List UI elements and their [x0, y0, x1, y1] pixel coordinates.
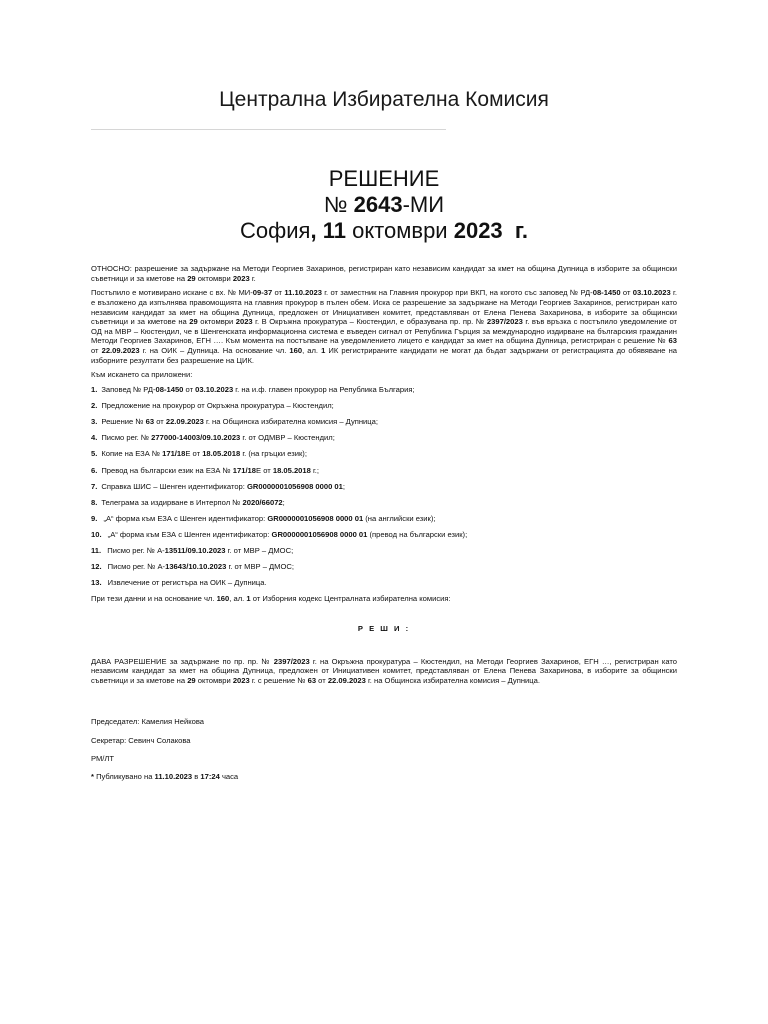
secretary-signature: Секретар: Севинч Солакова: [91, 735, 191, 745]
list-item: 10. „А“ форма към ЕЗА с Шенген идентификатор: GR0000001056908 0000 01 (превод на български език);: [91, 529, 468, 539]
list-item: 2. Предложение на прокурор от Окръжна прокуратура – Кюстендил;: [91, 401, 334, 411]
signatures-block: [91, 717, 677, 763]
list-item: 3. Решение № 63 от 22.09.2023 г. на Общинска избирателна комисия – Дупница;: [91, 417, 378, 427]
decides-heading: Р Е Ш И :: [357, 623, 411, 633]
initials: РМ/ЛТ: [91, 754, 115, 764]
publication-footnote: * Публикувано на 11.10.2023 в 17:24 часа: [91, 772, 239, 782]
list-item: 7. Справка ШИС – Шенген идентификатор: GR0000001056908 0000 01;: [91, 481, 345, 491]
legal-basis-paragraph: При тези данни и на основание чл. 160, ал. 1 от Изборния кодекс Централната избирателна комисия:: [91, 594, 451, 604]
header-divider: [91, 129, 446, 130]
organization-heading: Централна Избирателна Комисия: [219, 88, 549, 111]
ruling-paragraph: ДАВА РАЗРЕШЕНИЕ за задържане по пр. пр. № 2397/2023 г. на Окръжна прокуратура – Кюстендил, на Методи Георгиев Захаринов, ЕГН …, регистриран като независим кандидат за кмет на община Дупница, предложен от Инициативен комитет, представляван от Елена Пенева Захаринова, в изборите за общински съветници и за кметове на 29 октомври 2023 г. с решение № 63 от 22.09.2023 г. на Общинска избирателна комисия – Дупница.: [91, 656, 677, 685]
request-paragraph: Постъпило е мотивирано искане с вх. № МИ-09-37 от 11.10.2023 г. от заместник на Главния прокурор при ВКП, на когото със заповед № РД-08-1450 от 03.10.2023 г. е възложено да изпълнява правомощията на главния прокурор в пълен обем. Иска се разрешение за задържане на Методи Георгиев Захаринов, регистриран като независим кандидат за кмет на община Дупница, предложен от Инициативен комитет, представляван от Елена Пенева Захаринова, в изборите за общински съветници и за кметове на 29 октомври 2023 г. В Окръжна прокуратура – Кюстендил, е образувана пр. пр. № 2397/2023 г. във връзка с постъпило уведомление от ОД на МВР – Кюстендил, че в Шенгенската информационна система е въведен сигнал от Република Гърция за международно издирване на българския гражданин Методи Георгиев Захаринов, ЕГН …. Към момента на постъпване на уведомлението лицето е кандидат за кмет на община Дупница, регистриран с решение № 63 от 22.09.2023 г. на ОИК – Дупница. На основание чл. 160, ал. 1 ИК регистрираните кандидати не могат да бъдат задържани от регистрацията до обявяване на изборните резултати без разрешение на ЦИК.: [91, 288, 677, 365]
decision-number-line: № 2643-МИ: [323, 192, 445, 217]
regarding-paragraph: ОТНОСНО: разрешение за задържане на Методи Георгиев Захаринов, регистриран като независим кандидат за кмет на община Дупница в изборите за общински съветници и за кметове на 29 октомври 2023 г.: [91, 264, 677, 283]
decision-date-line: София, 11 октомври 2023 г.: [240, 218, 528, 243]
list-item: 13. Извлечение от регистъра на ОИК – Дупница.: [91, 578, 267, 588]
decision-title: [0, 166, 768, 244]
list-item: 1. Заповед № РД-08-1450 от 03.10.2023 г. на и.ф. главен прокурор на Република България;: [91, 385, 415, 395]
attachments-list: [91, 385, 677, 588]
decision-number: 2643: [353, 192, 403, 217]
chair-signature: Председател: Камелия Нейкова: [91, 717, 205, 727]
decision-word: РЕШЕНИЕ: [328, 166, 440, 191]
document-body: [91, 264, 677, 787]
list-item: 4. Писмо рег. № 277000-14003/09.10.2023 г. от ОДМВР – Кюстендил;: [91, 433, 335, 443]
list-item: 5. Копие на ЕЗА № 171/18Е от 18.05.2018 г. (на гръцки език);: [91, 449, 307, 459]
list-item: 9. „А“ форма към ЕЗА с Шенген идентификатор: GR0000001056908 0000 01 (на английски език);: [91, 513, 436, 523]
list-item: 6. Превод на български език на ЕЗА № 171/18Е от 18.05.2018 г.;: [91, 465, 320, 475]
list-item: 8. Телеграма за издирване в Интерпол № 2020/66072;: [91, 497, 285, 507]
attachments-heading: Към искането са приложени:: [91, 370, 193, 380]
list-item: 12. Писмо рег. № А-13643/10.10.2023 г. от МВР – ДМОС;: [91, 562, 295, 572]
list-item: 11. Писмо рег. № А-13511/09.10.2023 г. от МВР – ДМОС;: [91, 546, 294, 556]
